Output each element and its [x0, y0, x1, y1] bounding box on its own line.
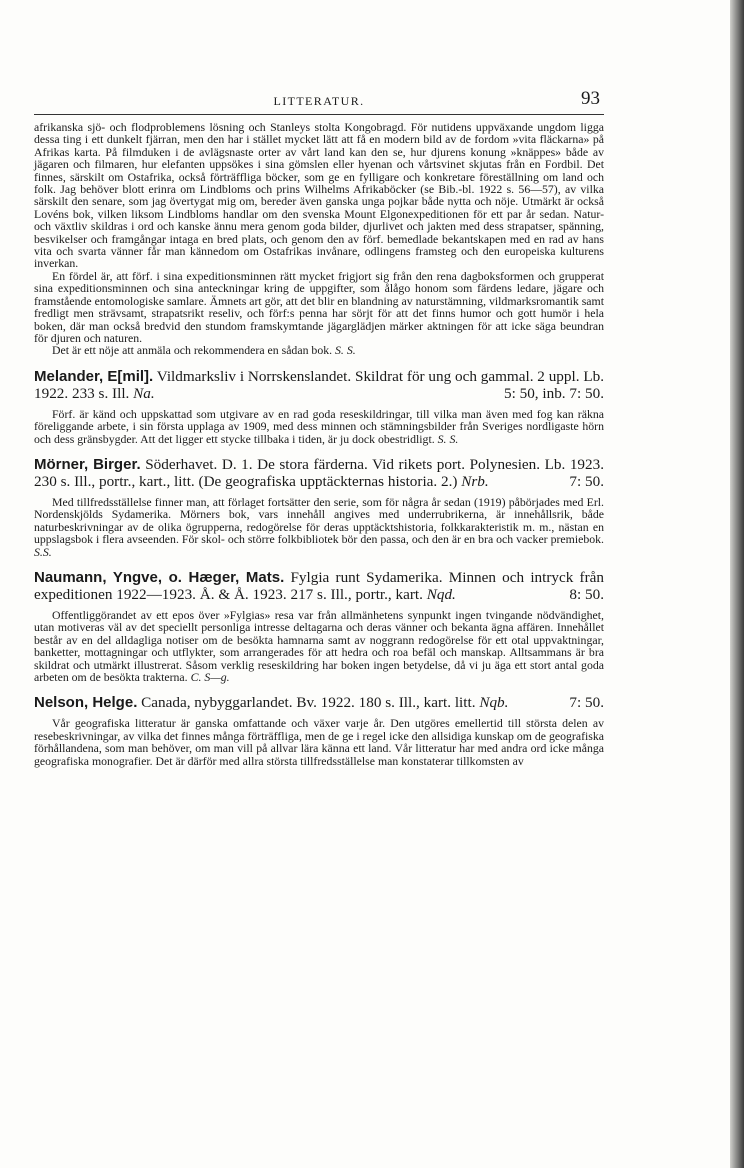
- intro-paragraph-3-text: Det är ett nöje att anmäla och rekommendera en sådan bok.: [52, 343, 333, 358]
- review-entry-naumann: [34, 569, 604, 683]
- entry-heading: [34, 694, 604, 711]
- entry-signature: S. S.: [437, 431, 459, 446]
- entry-title: Vildmarksliv i Norrskenslandet. Skildrat för ung och gammal. 2 uppl. Lb. 1922. 233 s. Ill.: [34, 367, 604, 402]
- document-page: [34, 88, 604, 767]
- entry-author: Naumann, Yngve, o. Hæger, Mats.: [34, 568, 285, 586]
- intro-paragraph-2: En fördel är, att förf. i sina expeditionsminnen rätt mycket frigjort sig från den rena dagboksformen och grupperat sina expeditionsminnen och sina anteckningar kring de uppgifter, som ålågo honom som färdens ledare, jägare och framstående entomologiske samlare. Ämnets art gör, att det blir en blandning av naturstämning, vildmarksromantik samt fredligt men strävsamt, strapatsrikt reseliv, och förf:s penna har sörjt för att det finns humor och gott humör i hela boken, där man också bredvid den stundom framskymtande jägarglädjen märker aktningen för att icke säga beundran för djuren och naturen.: [34, 268, 604, 345]
- entry-review-body: Vår geografiska litteratur är ganska omfattande och växer varje år. Den utgöres emellertid till största delen av resebeskrivningar, av vilka det finnes många förträffliga, men de ge i regel icke den allsidiga kunskap om de geografiska förhållandena, som man behöver, om man vill på allvar lära känna ett land. Vår litteratur har med andra ord icke många geografiska monografier. Det är därför med allra största tillfredsställelse man konstaterar tillkomsten av: [34, 716, 604, 768]
- entry-price: 5: 50, inb. 7: 50.: [504, 384, 604, 402]
- entry-heading: [34, 569, 604, 603]
- entry-title: Fylgia runt Sydamerika. Minnen och intryck från expeditionen 1922—1923. Å. & Å. 1923. 217 s. Ill., portr., kart.: [34, 568, 604, 603]
- entry-heading: [34, 368, 604, 402]
- review-entry-nelson: [34, 694, 604, 767]
- entry-price: 8: 50.: [569, 585, 604, 603]
- review-entry-melander: [34, 368, 604, 445]
- entry-author: Nelson, Helge.: [34, 694, 138, 712]
- entry-price: 7: 50.: [569, 472, 604, 490]
- entry-price: 7: 50.: [569, 694, 604, 712]
- entry-classification: Nqd.: [426, 585, 456, 603]
- entry-heading: [34, 456, 604, 490]
- entry-review-text: [34, 408, 604, 445]
- review-entry-morner: [34, 456, 604, 558]
- running-head: LITTERATUR.: [273, 94, 365, 108]
- page-header: [34, 88, 604, 115]
- entry-review-body: Med tillfredsställelse finner man, att förlaget fortsätter den serie, som för några år sedan (1919) påbörjades med Erl. Nordenskjölds Sydamerika. Mörners bok, vars innehåll angives med underrubrikerna, är innehållsrik, både naturbeskrivningar av de olika ögrupperna, redogörelse för deras upptäcktshistoria, folkkarakteristik m. m., nästan en uppslagsbok i flera avseenden. För skol- och större folkbibliotek bör den passa, och den är en bra och vacker premiebok.: [34, 494, 604, 547]
- page-number: 93: [581, 88, 600, 109]
- page-edge-shadow: [730, 0, 744, 1168]
- intro-paragraph-3: [34, 344, 604, 356]
- entry-classification: Na.: [133, 384, 155, 402]
- entry-review-body: Förf. är känd och uppskattad som utgivare av en rad goda reseskildringar, till vilka man även med fog kan räkna föreliggande arbete, i sin första upplaga av 1909, med dess minnen och stämningsbilder från Sveriges nordligaste hörn och dess gränsbygder. Att det ligger ett stycke tillbaka i tiden, är ju dock obestridligt.: [34, 406, 604, 446]
- page-content: [34, 115, 604, 767]
- entry-review-text: [34, 717, 604, 767]
- intro-signature: S. S.: [335, 343, 356, 358]
- entry-classification: Nrb.: [461, 472, 489, 490]
- entry-review-text: [34, 496, 604, 558]
- entry-classification: Nqb.: [479, 694, 509, 712]
- entry-review-text: [34, 609, 604, 683]
- entry-author: Mörner, Birger.: [34, 455, 141, 473]
- entry-title: Canada, nybyggarlandet. Bv. 1922. 180 s. Ill., kart. litt.: [141, 694, 476, 712]
- entry-author: Melander, E[mil].: [34, 367, 154, 385]
- entry-signature: S.S.: [34, 544, 52, 559]
- entry-signature: C. S—g.: [190, 670, 230, 684]
- entry-review-body: Offentliggörandet av ett epos över »Fylgias» resa var från allmänhetens synpunkt ingen tvingande nödvändighet, utan motiveras väl av det speciellt personliga intresse deltagarna och deras vänner och bekanta ägna affären. Innehållet består av en del alldagliga notiser om de besökta hamnarna samt av noggrann redogörelse för ett otal uppvaktningar, banketter, mottagningar och utflykter, som arrangerades för att hedra och roa befäl och manskap. Alltsammans är bra skildrat och utmärkt illustrerat. Såsom verklig reseskildring har boken ingen betydelse, då vi ju äga ett stort antal goda arbeten om de besökta trakterna.: [34, 607, 604, 684]
- entry-title: Söderhavet. D. 1. De stora färderna. Vid rikets port. Polynesien. Lb. 1923. 230 s. Ill., portr., kart., litt. (De geografiska upptäckternas historia. 2.): [34, 455, 605, 490]
- intro-paragraph-1: afrikanska sjö- och flodproblemens lösning och Stanleys stolta Kongobragd. För nutidens uppväxande ungdom ligga dessa ting i ett dunkelt fjärran, men den har i stället mycket lätt att få en modern bild av de fordom »vita fläckarna» på Afrikas karta. På filmduken i de avlägsnaste orter av vårt land kan den se, hur djurens konung »knäppes» både av jägaren och filmaren, hur elefanten uppsökes i sina gömslen eller hyenan och vårtsvinet skjutas från en Fordbil. Det finnes, särskilt om Ostafrika, också förträffliga böcker, som ge en fylligare och konkretare föreställning om land och folk. Jag behöver blott erinra om Lindbloms och prins Wilhelms Afrikaböcker (se Bib.-bl. 1922 s. 56—57), av vilka särskilt den senare, som jag övertygat mig om, bereder även ganska unga pojkar både nytta och nöje. Utmärkt är också Lovéns bok, vilken liksom Lindbloms handlar om den svenska Mount Elgonexpeditionen för ett par år sedan. Natur- och växtliv skildras i ord och kanske ännu mera genom goda bilder, djurlivet och jakten med dess strapatser, spänning, besvikelser och framgångar intaga en bred plats, och genom den av förf. bemedlade bekantskapen med en rad av hans vita och svarta vänner får man kännedom om Ostafrikas invånare, odlingens framsteg och den europeiska kulturens inverkan.: [34, 120, 604, 271]
